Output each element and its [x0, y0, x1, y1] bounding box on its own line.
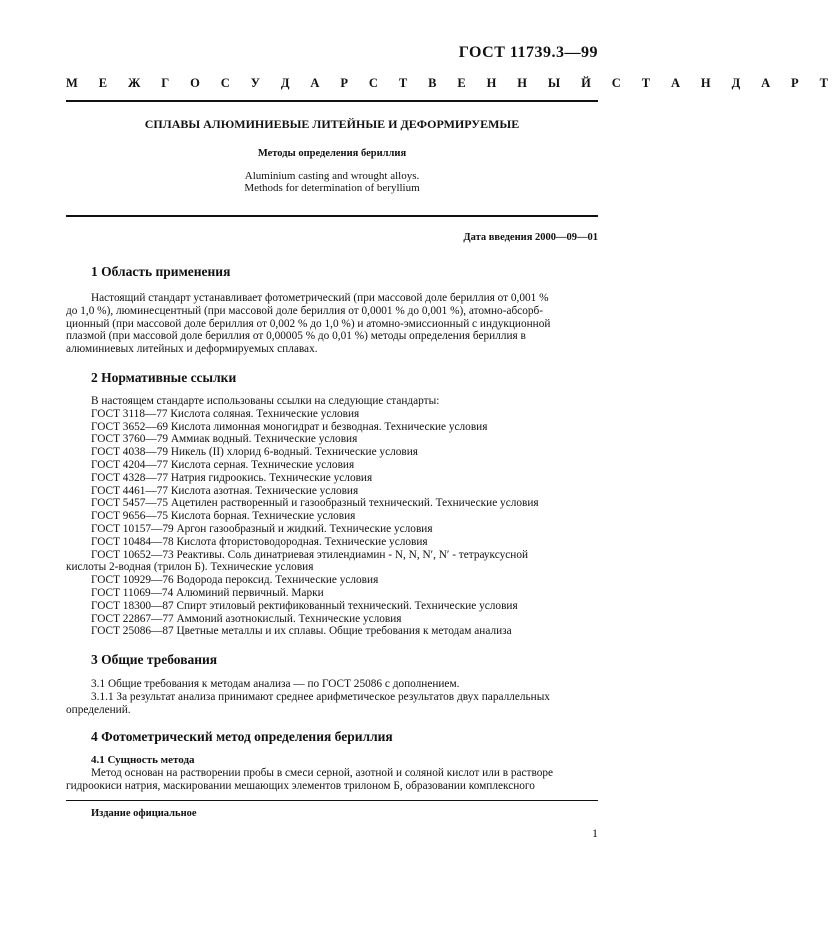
- english-title-line-2: Methods for determination of beryllium: [244, 182, 420, 194]
- reference-item: ГОСТ 10652—73 Реактивы. Соль динатриевая этилендиамин - N, N, N′, N′ - тетрауксусной: [91, 548, 529, 561]
- clause-3-1-1: 3.1.1 За результат анализа принимают среднее арифметическое результатов двух параллельных: [91, 690, 550, 703]
- reference-item: ГОСТ 4038—79 Никель (II) хлорид 6-водный. Технические условия: [91, 446, 418, 459]
- page-number: 1: [592, 826, 598, 840]
- english-title-line-1: Aluminium casting and wrought alloys.: [244, 170, 420, 182]
- footer-rule: [66, 800, 598, 801]
- reference-item: ГОСТ 4461—77 Кислота азотная. Технические условия: [91, 484, 359, 497]
- section-1-line: алюминиевых литейных и деформируемых сплавах.: [66, 343, 318, 356]
- reference-item: ГОСТ 18300—87 Спирт этиловый ректификованный технический. Технические условия: [91, 599, 518, 612]
- reference-item: ГОСТ 10484—78 Кислота фтористоводородная. Технические условия: [91, 535, 428, 548]
- section-1-line: Настоящий стандарт устанавливает фотометрический (при массовой доле бериллия от 0,001 %: [91, 292, 549, 304]
- section-2-heading: 2 Нормативные ссылки: [91, 370, 237, 385]
- section-1-line: до 1,0 %), люминесцентный (при массовой доле бериллия от 0,0001 % до 0,001 %), атомно-абсорб-: [66, 304, 544, 317]
- english-title: [66, 170, 598, 194]
- reference-item: ГОСТ 4328—77 Натрия гидроокись. Технические условия: [91, 471, 373, 484]
- top-rule: [66, 100, 598, 102]
- clause-3-1: 3.1 Общие требования к методам анализа — по ГОСТ 25086 с дополнением.: [91, 678, 460, 690]
- references-intro: В настоящем стандарте использованы ссылки на следующие стандарты:: [91, 395, 440, 407]
- reference-item-continuation: кислоты 2-водная (трилон Б). Технические условия: [66, 561, 314, 574]
- document-title: СПЛАВЫ АЛЮМИНИЕВЫЕ ЛИТЕЙНЫЕ И ДЕФОРМИРУЕМЫЕ: [144, 117, 520, 131]
- reference-item: ГОСТ 11069—74 Алюминий первичный. Марки: [91, 586, 324, 599]
- section-4-body: [66, 754, 598, 792]
- introduction-date: Дата введения 2000—09—01: [463, 232, 598, 243]
- edition-label: Издание официальное: [91, 808, 197, 819]
- section-4-line: Метод основан на растворении пробы в смеси серной, азотной и соляной кислот или в растворе: [91, 766, 554, 779]
- section-1-body: [66, 292, 598, 356]
- interstate-standard-label: М Е Ж Г О С У Д А Р С Т В Е Н Н Ы Й С Т А Н Д А Р Т: [66, 76, 837, 90]
- reference-item: ГОСТ 25086—87 Цветные металлы и их сплавы. Общие требования к методам анализа: [91, 625, 512, 638]
- clause-4-1-heading: 4.1 Сущность метода: [91, 754, 195, 766]
- reference-item: ГОСТ 3652—69 Кислота лимонная моногидрат и безводная. Технические условия: [91, 420, 488, 433]
- reference-item: ГОСТ 5457—75 Ацетилен растворенный и газообразный технический. Технические условия: [91, 497, 539, 510]
- section-1-line: ционный (при массовой доле бериллия от 0,002 % до 1,0 %) и атомно-эмиссионный с индукционной: [66, 317, 551, 330]
- section-1-line: плазмой (при массовой доле бериллия от 0,00005 % до 0,01 %) методы определения бериллия в: [66, 330, 526, 343]
- reference-item: ГОСТ 22867—77 Аммоний азотнокислый. Технические условия: [91, 612, 402, 625]
- reference-item: ГОСТ 4204—77 Кислота серная. Технические условия: [91, 458, 355, 471]
- references-list: [66, 395, 598, 638]
- standard-code: ГОСТ 11739.3—99: [458, 44, 598, 61]
- section-1-heading: 1 Область применения: [91, 264, 231, 279]
- section-3-body: [66, 678, 598, 716]
- reference-item: ГОСТ 3118—77 Кислота соляная. Технические условия: [91, 407, 360, 420]
- reference-item: ГОСТ 3760—79 Аммиак водный. Технические условия: [91, 433, 358, 446]
- reference-item: ГОСТ 10929—76 Водорода пероксид. Технические условия: [91, 574, 379, 587]
- clause-3-1-1-continuation: определений.: [66, 703, 131, 716]
- document-subtitle: Методы определения бериллия: [257, 148, 407, 159]
- title-rule: [66, 215, 598, 217]
- reference-item: ГОСТ 10157—79 Аргон газообразный и жидкий. Технические условия: [91, 522, 433, 535]
- reference-item: ГОСТ 9656—75 Кислота борная. Технические условия: [91, 510, 356, 523]
- section-3-heading: 3 Общие требования: [91, 652, 218, 667]
- section-4-heading: 4 Фотометрический метод определения бериллия: [91, 729, 393, 744]
- section-4-line: гидроокиси натрия, маскировании мешающих элементов трилоном Б, образовании комплексного: [66, 779, 535, 792]
